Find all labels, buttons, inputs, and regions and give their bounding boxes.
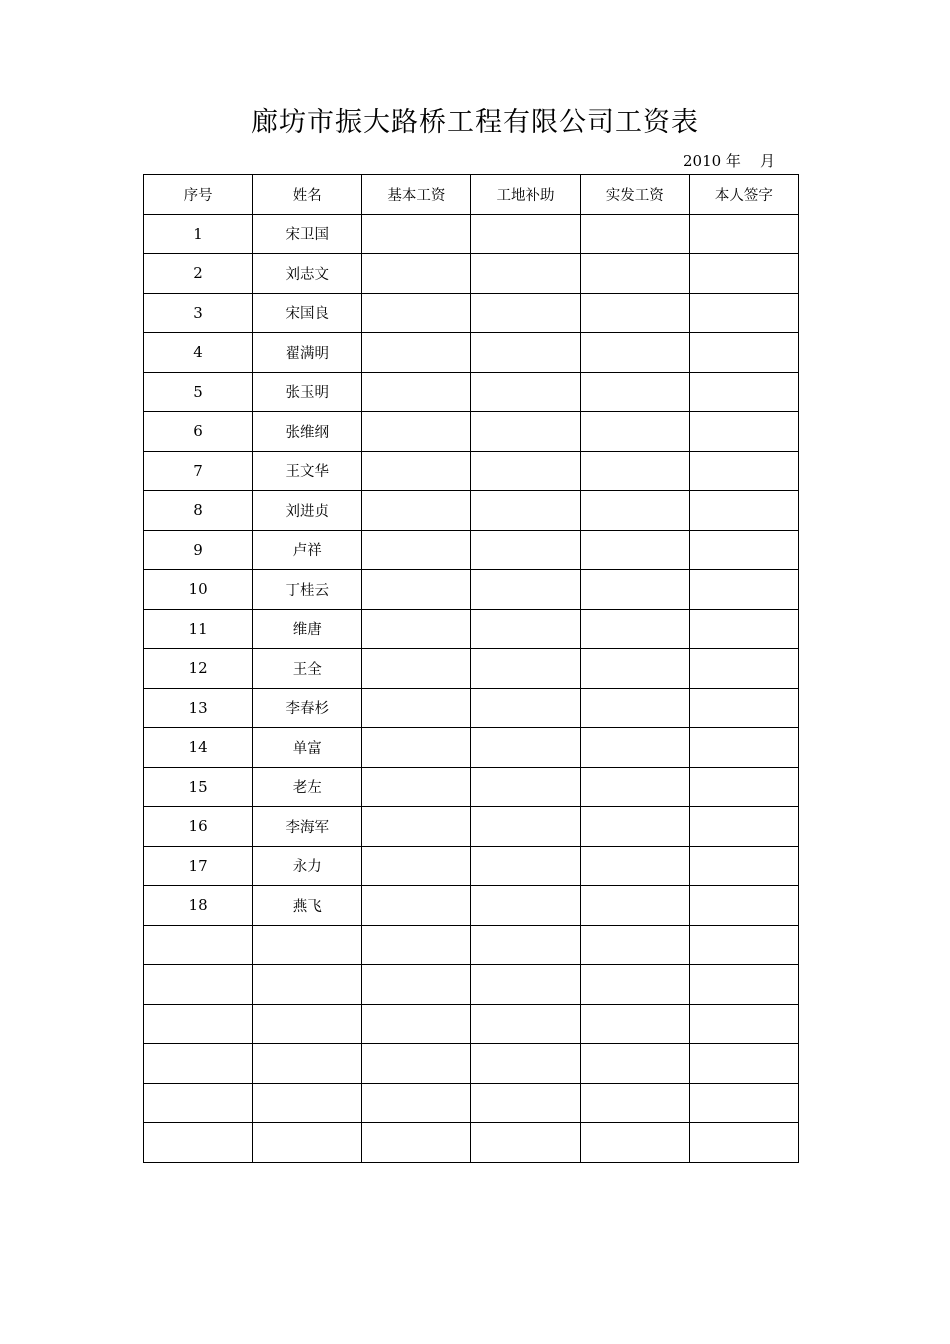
serial-number-cell: 4: [144, 333, 253, 373]
site-allowance-cell: [471, 570, 580, 610]
site-allowance-cell: [471, 1044, 580, 1084]
table-row: [144, 214, 799, 254]
net-pay-cell: [580, 214, 689, 254]
table-row: [144, 965, 799, 1005]
site-allowance-cell: [471, 214, 580, 254]
base-salary-cell: [362, 1044, 471, 1084]
serial-number-cell: 16: [144, 807, 253, 847]
payroll-table: [143, 174, 799, 1163]
site-allowance-cell: [471, 530, 580, 570]
site-allowance-cell: [471, 925, 580, 965]
site-allowance-cell: [471, 688, 580, 728]
table-row: [144, 451, 799, 491]
table-row: [144, 688, 799, 728]
base-salary-cell: [362, 728, 471, 768]
base-salary-cell: [362, 214, 471, 254]
employee-name-cell: [253, 925, 362, 965]
base-salary-cell: [362, 767, 471, 807]
net-pay-cell: [580, 846, 689, 886]
employee-name-cell: 王文华: [253, 451, 362, 491]
signature-cell: [689, 1044, 798, 1084]
employee-name-cell: 翟满明: [253, 333, 362, 373]
serial-number-cell: 14: [144, 728, 253, 768]
table-row: [144, 412, 799, 452]
base-salary-cell: [362, 846, 471, 886]
signature-cell: [689, 333, 798, 373]
serial-number-cell: [144, 1083, 253, 1123]
base-salary-cell: [362, 530, 471, 570]
header-serial-number: 序号: [144, 175, 253, 215]
signature-cell: [689, 372, 798, 412]
employee-name-cell: 李海军: [253, 807, 362, 847]
site-allowance-cell: [471, 1004, 580, 1044]
employee-name-cell: [253, 965, 362, 1005]
header-site-allowance: 工地补助: [471, 175, 580, 215]
table-row: [144, 807, 799, 847]
net-pay-cell: [580, 372, 689, 412]
header-base-salary: 基本工资: [362, 175, 471, 215]
table-row: [144, 530, 799, 570]
signature-cell: [689, 1083, 798, 1123]
serial-number-cell: [144, 1123, 253, 1163]
site-allowance-cell: [471, 372, 580, 412]
site-allowance-cell: [471, 333, 580, 373]
signature-cell: [689, 688, 798, 728]
net-pay-cell: [580, 412, 689, 452]
table-row: [144, 570, 799, 610]
signature-cell: [689, 609, 798, 649]
site-allowance-cell: [471, 254, 580, 294]
serial-number-cell: 6: [144, 412, 253, 452]
employee-name-cell: 单富: [253, 728, 362, 768]
serial-number-cell: 2: [144, 254, 253, 294]
employee-name-cell: 刘志文: [253, 254, 362, 294]
serial-number-cell: 11: [144, 609, 253, 649]
table-row: [144, 649, 799, 689]
net-pay-cell: [580, 1004, 689, 1044]
serial-number-cell: 12: [144, 649, 253, 689]
signature-cell: [689, 846, 798, 886]
signature-cell: [689, 491, 798, 531]
signature-cell: [689, 649, 798, 689]
serial-number-cell: 10: [144, 570, 253, 610]
net-pay-cell: [580, 925, 689, 965]
employee-name-cell: [253, 1083, 362, 1123]
employee-name-cell: 刘进贞: [253, 491, 362, 531]
signature-cell: [689, 767, 798, 807]
base-salary-cell: [362, 609, 471, 649]
serial-number-cell: 15: [144, 767, 253, 807]
serial-number-cell: 5: [144, 372, 253, 412]
employee-name-cell: 李春杉: [253, 688, 362, 728]
serial-number-cell: 8: [144, 491, 253, 531]
signature-cell: [689, 886, 798, 926]
serial-number-cell: [144, 1004, 253, 1044]
net-pay-cell: [580, 491, 689, 531]
table-row: [144, 767, 799, 807]
base-salary-cell: [362, 807, 471, 847]
employee-name-cell: 宋国良: [253, 293, 362, 333]
employee-name-cell: 维唐: [253, 609, 362, 649]
employee-name-cell: 老左: [253, 767, 362, 807]
site-allowance-cell: [471, 767, 580, 807]
base-salary-cell: [362, 491, 471, 531]
serial-number-cell: 3: [144, 293, 253, 333]
employee-name-cell: 燕飞: [253, 886, 362, 926]
header-signature: 本人签字: [689, 175, 798, 215]
signature-cell: [689, 293, 798, 333]
site-allowance-cell: [471, 728, 580, 768]
base-salary-cell: [362, 925, 471, 965]
net-pay-cell: [580, 886, 689, 926]
serial-number-cell: 9: [144, 530, 253, 570]
table-row: [144, 372, 799, 412]
net-pay-cell: [580, 1044, 689, 1084]
site-allowance-cell: [471, 609, 580, 649]
signature-cell: [689, 807, 798, 847]
employee-name-cell: 张玉明: [253, 372, 362, 412]
table-row: [144, 846, 799, 886]
table-row: [144, 1004, 799, 1044]
site-allowance-cell: [471, 412, 580, 452]
table-row: [144, 609, 799, 649]
base-salary-cell: [362, 1083, 471, 1123]
table-row: [144, 1044, 799, 1084]
serial-number-cell: 1: [144, 214, 253, 254]
signature-cell: [689, 570, 798, 610]
base-salary-cell: [362, 254, 471, 294]
employee-name-cell: 丁桂云: [253, 570, 362, 610]
site-allowance-cell: [471, 649, 580, 689]
site-allowance-cell: [471, 293, 580, 333]
serial-number-cell: [144, 1044, 253, 1084]
table-row: [144, 728, 799, 768]
base-salary-cell: [362, 965, 471, 1005]
signature-cell: [689, 1123, 798, 1163]
signature-cell: [689, 965, 798, 1005]
signature-cell: [689, 925, 798, 965]
signature-cell: [689, 214, 798, 254]
base-salary-cell: [362, 1123, 471, 1163]
employee-name-cell: 永力: [253, 846, 362, 886]
base-salary-cell: [362, 372, 471, 412]
site-allowance-cell: [471, 1123, 580, 1163]
serial-number-cell: 13: [144, 688, 253, 728]
base-salary-cell: [362, 1004, 471, 1044]
net-pay-cell: [580, 1123, 689, 1163]
signature-cell: [689, 412, 798, 452]
net-pay-cell: [580, 688, 689, 728]
net-pay-cell: [580, 609, 689, 649]
site-allowance-cell: [471, 886, 580, 926]
signature-cell: [689, 254, 798, 294]
base-salary-cell: [362, 688, 471, 728]
date-line: 2010 年 月: [682, 152, 775, 170]
table-row: [144, 1083, 799, 1123]
site-allowance-cell: [471, 807, 580, 847]
serial-number-cell: 17: [144, 846, 253, 886]
signature-cell: [689, 530, 798, 570]
net-pay-cell: [580, 333, 689, 373]
serial-number-cell: 7: [144, 451, 253, 491]
employee-name-cell: 张维纲: [253, 412, 362, 452]
site-allowance-cell: [471, 451, 580, 491]
table-row: [144, 491, 799, 531]
net-pay-cell: [580, 254, 689, 294]
site-allowance-cell: [471, 846, 580, 886]
table-row: [144, 293, 799, 333]
table-row: [144, 925, 799, 965]
serial-number-cell: 18: [144, 886, 253, 926]
table-row: [144, 886, 799, 926]
base-salary-cell: [362, 649, 471, 689]
table-row: [144, 1123, 799, 1163]
table-header-row: [144, 175, 799, 215]
net-pay-cell: [580, 965, 689, 1005]
net-pay-cell: [580, 1083, 689, 1123]
employee-name-cell: [253, 1123, 362, 1163]
employee-name-cell: 王全: [253, 649, 362, 689]
net-pay-cell: [580, 649, 689, 689]
header-name: 姓名: [253, 175, 362, 215]
net-pay-cell: [580, 728, 689, 768]
table-row: [144, 254, 799, 294]
net-pay-cell: [580, 807, 689, 847]
net-pay-cell: [580, 451, 689, 491]
base-salary-cell: [362, 570, 471, 610]
net-pay-cell: [580, 570, 689, 610]
base-salary-cell: [362, 293, 471, 333]
signature-cell: [689, 1004, 798, 1044]
site-allowance-cell: [471, 491, 580, 531]
table-body: [144, 214, 799, 1162]
net-pay-cell: [580, 767, 689, 807]
net-pay-cell: [580, 293, 689, 333]
signature-cell: [689, 451, 798, 491]
base-salary-cell: [362, 412, 471, 452]
serial-number-cell: [144, 965, 253, 1005]
site-allowance-cell: [471, 965, 580, 1005]
base-salary-cell: [362, 451, 471, 491]
serial-number-cell: [144, 925, 253, 965]
employee-name-cell: 卢祥: [253, 530, 362, 570]
employee-name-cell: [253, 1044, 362, 1084]
site-allowance-cell: [471, 1083, 580, 1123]
employee-name-cell: [253, 1004, 362, 1044]
base-salary-cell: [362, 886, 471, 926]
net-pay-cell: [580, 530, 689, 570]
employee-name-cell: 宋卫国: [253, 214, 362, 254]
base-salary-cell: [362, 333, 471, 373]
document-title: 廊坊市振大路桥工程有限公司工资表: [251, 107, 699, 138]
table-row: [144, 333, 799, 373]
header-net-pay: 实发工资: [580, 175, 689, 215]
signature-cell: [689, 728, 798, 768]
